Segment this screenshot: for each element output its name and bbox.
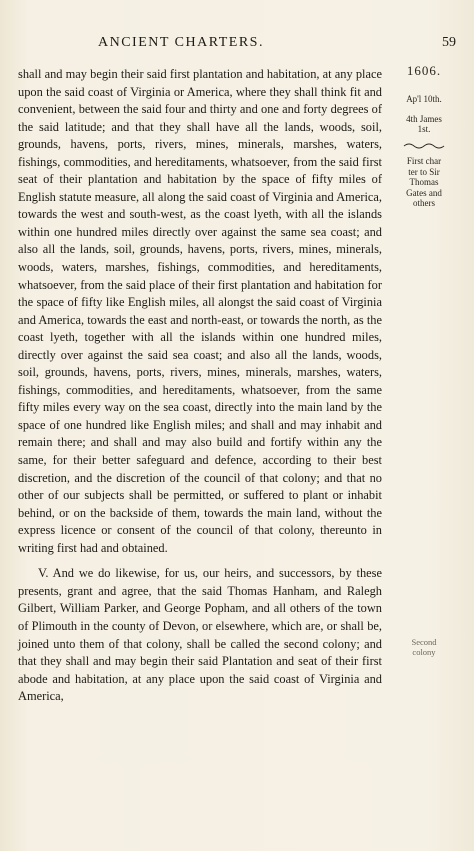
paragraph-section-v: V. And we do likewise, for us, our heirs, and successors, by these presents, grant and agree, that the said Thomas Hanham, and Ralegh Gilbert, William Parker, and George Popham, and all others of the town of Plimouth in the county of Devon, or elsewhere, which are, or shall be, joined unto them of that colony, shall be called the second colony; and that they shall and may begin their said Plantation and seat of their first abode and habitation, at any place upon the said coast of Virginia and America, bbox=[18, 566, 382, 704]
margin-note-charter-line1: First char bbox=[406, 156, 442, 166]
margin-note-reign-line1: 4th James bbox=[406, 114, 442, 124]
ornament-divider bbox=[385, 142, 463, 150]
main-text-column bbox=[18, 66, 382, 706]
margin-note-charter-line5: others bbox=[413, 198, 435, 208]
page-number: 59 bbox=[442, 35, 456, 50]
margin-note-second-line1: Second bbox=[411, 637, 437, 647]
page-header bbox=[0, 35, 474, 53]
margin-note-charter-line3: Thomas bbox=[409, 177, 439, 187]
margin-note-reign bbox=[385, 114, 463, 134]
margin-note-charter-line2: ter to Sir bbox=[408, 166, 440, 177]
margin-note-second-line2: colony bbox=[412, 647, 436, 657]
running-head: ANCIENT CHARTERS. bbox=[98, 35, 264, 50]
paragraph-continued: shall and may begin their said first plantation and habitation, at any place upon the said coast of Virginia or America, where they shall think fit and convenient, between the said four and thirty and one and forty degrees of the said latitude; and that they shall have all the lands, woods, soil, grounds, havens, ports, rivers, mines, minerals, marshes, waters, fishings, commodities, and hereditaments, whatsoever, from the said first seat of their plantation and habitation by the space of fifty miles of English statute measure, all along the said coast of Virginia and America, towards the west and south-west, as the coast lyeth, with all the islands within one hundred miles directly over against the same sea coast; and also all the lands, soil, grounds, havens, ports, rivers, mines, minerals, woods, waters, marshes, fishings, commodities, and hereditaments, whatsoever, from the said place of their first plantation and habitation for the space of fifty like English miles, all alongst the said coast of Virginia and America, towards the east and north-east, or towards the north, as the coast lyeth, together with all the islands within one hundred miles, directly over against the said sea coast; and also all the lands, woods, soil, grounds, havens, ports, rivers, mines, minerals, marshes, waters, fishings, commodities, and hereditaments, whatsoever, from the same fifty miles every way on the sea coast, directly into the main land by the space of one hundred like English miles; and shall and may inhabit and remain there; and shall and may also build and fortify within any the same, for their better safeguard and defence, according to their best discretion, and the discretion of the council of that colony; and that no other of our subjects shall be permitted, or suffered to plant or inhabit behind, or on the backside of them, towards the main land, without the express licence or consent of the council of that colony, thereunto in writing first had and obtained. bbox=[18, 67, 382, 555]
margin-note-charter-line4: Gates and bbox=[406, 187, 442, 198]
margin-note-second-colony bbox=[385, 637, 463, 657]
margin-note-charter bbox=[385, 156, 463, 209]
margin-note-reign-line2: 1st. bbox=[417, 124, 431, 134]
margin-note-year: 1606. bbox=[406, 63, 442, 78]
wave-ornament-icon bbox=[403, 142, 445, 150]
margin-note-date: Ap'l 10th. bbox=[406, 94, 442, 104]
